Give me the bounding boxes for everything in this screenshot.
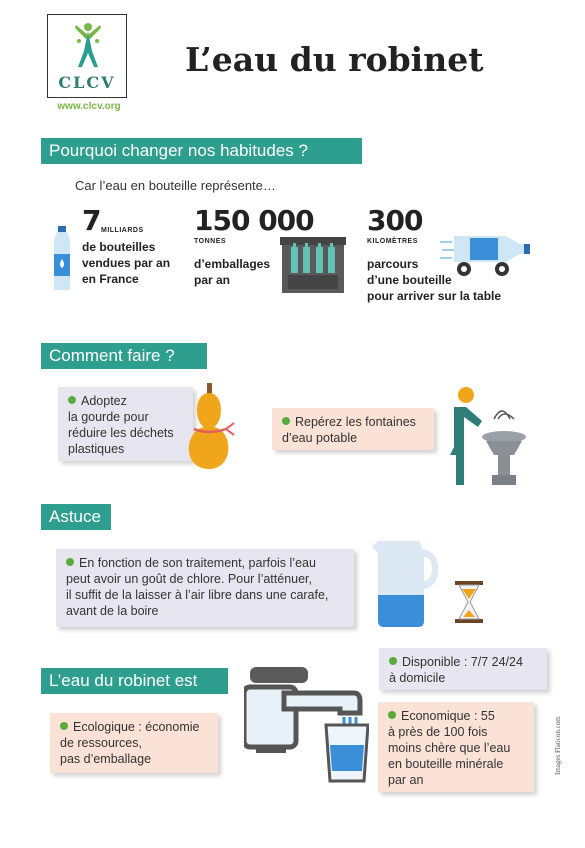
bullet-icon xyxy=(68,396,76,404)
section-banner-how: Comment faire ? xyxy=(41,343,207,369)
stat-unit: KILOMÈTRES xyxy=(367,238,418,245)
section-banner-tap-water: L’eau du robinet est xyxy=(41,668,228,694)
image-credit: Images Flaticon.com xyxy=(554,716,562,775)
section-banner-tip: Astuce xyxy=(41,504,111,530)
tip-card-chlorine: En fonction de son traitement, parfois l’eau peut avoir un goût de chlore. Pour l’atténuer, il suffit de la laisser à l’air libre dans une carafe, avant de la boire xyxy=(56,549,354,627)
bottle-crate-icon xyxy=(280,237,346,293)
tip-card-gourd: Adoptez la gourde pour réduire les déchets plastiques xyxy=(58,387,193,461)
stat-unit: TONNES xyxy=(194,238,227,245)
logo-url[interactable]: www.clcv.org xyxy=(57,101,121,112)
stat-number: 7 xyxy=(82,204,101,237)
gourd-icon xyxy=(178,383,236,473)
stat-unit: MILLIARDS xyxy=(101,227,144,234)
clcv-logo xyxy=(47,14,127,98)
drinking-fountain-icon xyxy=(440,385,530,487)
stat-description: parcours d’une bouteille pour arriver sur la table xyxy=(367,257,502,303)
bullet-icon xyxy=(66,558,74,566)
page-title: L’eau du robinet xyxy=(185,40,484,79)
section-banner-why: Pourquoi changer nos habitudes ? xyxy=(41,138,362,164)
tip-card-fountain: Repérez les fontaines d’eau potable xyxy=(272,408,434,450)
stat-description: d’emballages par an xyxy=(194,257,271,287)
bullet-icon xyxy=(388,711,396,719)
tap-glass-icon xyxy=(244,653,369,783)
intro-text: Car l’eau en bouteille représente… xyxy=(75,178,276,193)
water-bottle-icon xyxy=(50,226,74,292)
hourglass-icon xyxy=(455,581,483,623)
card-economical: Economique : 55 à près de 100 fois moins chère que l’eau en bouteille minérale par an xyxy=(378,702,534,792)
bullet-icon xyxy=(60,722,68,730)
card-ecological: Ecologique : économie de ressources, pas d’emballage xyxy=(50,713,218,773)
stat-description: de bouteilles vendues par an en France xyxy=(82,240,171,286)
stat-number: 300 xyxy=(367,204,423,237)
card-available: Disponible : 7/7 24/24 à domicile xyxy=(379,648,547,690)
figures-logo-icon xyxy=(70,21,106,73)
stat-number: 150 000 xyxy=(194,204,314,237)
bullet-icon xyxy=(389,657,397,665)
water-jug-icon xyxy=(372,539,442,629)
logo-name: CLCV xyxy=(58,73,116,92)
bullet-icon xyxy=(282,417,290,425)
